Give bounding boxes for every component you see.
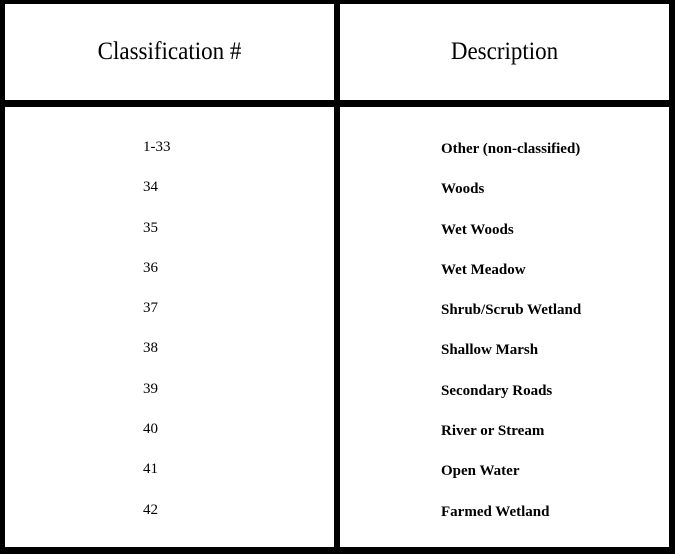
classification-code: 1-33 xyxy=(143,139,171,155)
classification-code: 41 xyxy=(143,461,158,478)
table-row xyxy=(0,459,675,499)
classification-code: 35 xyxy=(143,219,158,236)
classification-description: Other (non-classified) xyxy=(441,141,581,157)
classification-description: Woods xyxy=(441,181,485,198)
table-row xyxy=(0,258,675,298)
classification-description: Shallow Marsh xyxy=(441,342,539,359)
header-description: Description xyxy=(450,38,559,65)
classification-description: Shrub/Scrub Wetland xyxy=(441,302,582,319)
table-row xyxy=(0,500,675,540)
classification-description: Wet Meadow xyxy=(441,261,526,278)
classification-code: 36 xyxy=(143,259,158,276)
classification-code: 38 xyxy=(143,340,158,357)
header-divider xyxy=(0,100,675,107)
classification-description: Wet Woods xyxy=(441,221,514,238)
table-row xyxy=(0,298,675,338)
table-row xyxy=(0,218,675,258)
table-row xyxy=(0,379,675,419)
classification-code: 40 xyxy=(143,421,158,438)
classification-code: 39 xyxy=(143,380,158,397)
classification-code: 34 xyxy=(143,179,158,196)
table-body xyxy=(0,137,675,540)
table-row xyxy=(0,338,675,378)
classification-code: 37 xyxy=(143,300,158,317)
classification-description: River or Stream xyxy=(441,423,545,440)
table-row xyxy=(0,137,675,177)
table-row xyxy=(0,419,675,459)
classification-code: 42 xyxy=(143,501,158,518)
classification-description: Secondary Roads xyxy=(441,382,553,399)
classification-description: Farmed Wetland xyxy=(441,503,550,520)
classification-description: Open Water xyxy=(441,463,520,480)
header-classification: Classification # xyxy=(97,38,242,65)
table-row xyxy=(0,177,675,217)
